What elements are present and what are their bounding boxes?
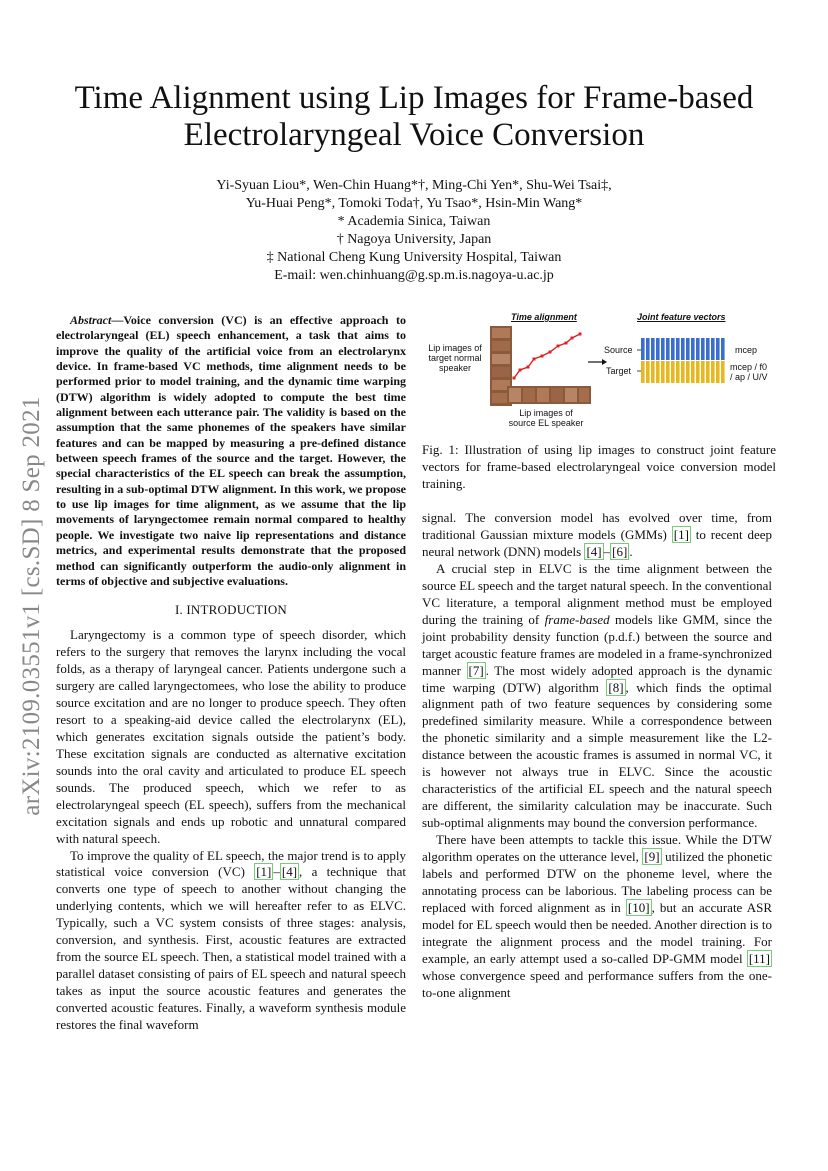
target-lip-label [422, 343, 488, 373]
source-feature-bar [661, 338, 665, 360]
en-dash: – [603, 543, 611, 559]
text-run: utilized the phonetic labels and performed DTW on the phoneme level, where the annotating process can be laborious. The labeling process can be replaced with forced alignment as in [422, 849, 772, 915]
label-line: speaker [438, 363, 472, 373]
target-feature-bar [671, 361, 675, 383]
author-line-1: Yi-Syuan Liou*, Wen-Chin Huang*†, Ming-Chi Yen*, Shu-Wei Tsai‡, [216, 178, 612, 193]
right-paragraph-1 [422, 510, 772, 561]
target-feature-bar [701, 361, 705, 383]
citation-link[interactable]: [4] [281, 864, 298, 880]
affiliation-1: * Academia Sinica, Taiwan [337, 214, 491, 229]
title-line-1: Time Alignment using Lip Images for Frame-based [74, 80, 754, 116]
citation-link[interactable]: [7] [468, 662, 484, 678]
label-line: Lip images of [428, 343, 482, 353]
citation-link[interactable]: [4] [586, 543, 602, 559]
target-feature-bar [666, 361, 670, 383]
text-run: to recent deep neural network (DNN) models [422, 526, 772, 559]
figure-heading-joint-features: Joint feature vectors [637, 312, 726, 322]
target-label: Target [606, 366, 632, 376]
dtw-alignment-path [514, 334, 580, 378]
source-feature-bar [641, 338, 645, 360]
target-feature-bar [651, 361, 655, 383]
label-line: / ap / U/V [730, 372, 768, 382]
source-label: Source [604, 345, 633, 355]
abstract [56, 313, 406, 589]
source-feature-bar [691, 338, 695, 360]
right-column [422, 510, 772, 1002]
source-feature-bar [706, 338, 710, 360]
right-paragraph-3 [422, 832, 772, 1002]
target-feature-bar [716, 361, 720, 383]
right-paragraph-2 [422, 561, 772, 832]
text-run: , but an accurate ASR model for EL speech would then be needed. Another direction is to integrate the alignment process and the model training. For example, an early attempt used a so-called DP-GMM model [422, 899, 772, 966]
text-run: . [629, 543, 633, 559]
author-line-2: Yu-Huai Peng*, Tomoki Toda†, Yu Tsao*, Hsin-Min Wang* [245, 196, 583, 211]
target-feature-bar [646, 361, 650, 383]
emphasis: frame-based [544, 611, 610, 627]
text-run: . The most widely adopted approach is the dynamic time warping (DTW) algorithm [422, 662, 773, 695]
figure-1 [422, 312, 776, 432]
source-feature-bar [716, 338, 720, 360]
en-dash: – [273, 864, 280, 880]
source-feature-bar [686, 338, 690, 360]
intro-paragraph-2 [56, 848, 406, 1034]
citation-link[interactable]: [1] [256, 864, 272, 880]
title-line-2: Electrolaryngeal Voice Conversion [183, 117, 645, 153]
source-feature-bar [721, 338, 725, 360]
intro-paragraph-1: Laryngectomy is a common type of speech disorder, which refers to the surgery that removes the larynx including the vocal folds, as a therapy of laryngeal cancer. Patients undergone such a surgery are called laryngectomees, who lose the ability to produce source excitation and are no longer to produce speech. They often resort to a speaking-aid device called the electrolarynx (EL), which generates excitation signals outside the patient’s body. These excitation signals are conducted as alternative excitation sounds into the oral cavity and articulated to produce EL speech sounds. The produced speech, which we refer to as electrolaryngeal speech (EL speech), suffers from the mechanical excitation signals and ends up robotic and unnatural compared with natural speech. [56, 627, 406, 846]
target-feature-bar [676, 361, 680, 383]
source-feature-bar [711, 338, 715, 360]
source-feature-bar [676, 338, 680, 360]
arrow-right-icon [588, 359, 607, 365]
target-feature-bar [696, 361, 700, 383]
text-run: There have been attempts to tackle this issue. While the DTW algorithm operates on the utterance level, [422, 832, 772, 865]
citation-link[interactable]: [9] [644, 849, 660, 865]
target-feature-bar [686, 361, 690, 383]
source-feature-bar [671, 338, 675, 360]
target-feature-bar [661, 361, 665, 383]
text-run: models like GMM, since the joint probability density function (p.d.f.) between the source and target acoustic feature frames are modeled in a frame-synchronized manner [422, 611, 772, 678]
citation-link[interactable]: [6] [612, 543, 628, 559]
source-feature-bar [701, 338, 705, 360]
figure-caption: Fig. 1: Illustration of using lip images to construct joint feature vectors for frame-based electrolaryngeal voice conversion model training. [422, 442, 776, 491]
abstract-text: —Voice conversion (VC) is an effective approach to electrolaryngeal (EL) speech enhancement, a task that aims to improve the quality of the artificial voice from an electrolarynx device. In frame-based VC methods, time alignment needs to be performed prior to model training, and the dynamic time warping (DTW) algorithm is widely adopted to compute the best time alignment between each utterance pair. The validity is based on the assumption that the same phonemes of the speakers have similar features and can be mapped by measuring a pre-defined distance between speech frames of the source and the target. However, the special characteristics of the EL speech can break the assumption, resulting in a sub-optimal DTW alignment. In this work, we propose to use lip images for time alignment, as we assume that the lip movements of laryngectomee remain normal compared to healthy people. We investigate two naive lip representations and distance metrics, and experimental results demonstrate that the proposed method can significantly outperform the audio-only alignment in terms of objective and subjective evaluations. [56, 313, 406, 588]
source-feature-bar [646, 338, 650, 360]
author-block [120, 177, 708, 285]
text-run: A crucial step in ELVC is the time alignment between the source EL speech and the target natural speech. In the conventional VC literature, a temporal alignment method must be employed during the training of [422, 560, 772, 627]
target-feature-bar [706, 361, 710, 383]
label-line: Lip images of [519, 408, 573, 418]
joint-feature-vectors [641, 338, 725, 383]
affiliation-2: † Nagoya University, Japan [336, 232, 492, 247]
target-feature-bar [711, 361, 715, 383]
contact-email: E-mail: wen.chinhuang@g.sp.m.is.nagoya-u.ac.jp [274, 268, 554, 283]
citation-link[interactable]: [8] [608, 679, 624, 695]
label-line: mcep / f0 [730, 362, 768, 372]
label-line: target normal [428, 353, 482, 363]
mcep-label: mcep [735, 345, 758, 355]
source-feature-bar [696, 338, 700, 360]
text-run: whose convergence speed and performance suffers from the one-to-one alignment [422, 967, 772, 1000]
label-line: source EL speaker [508, 418, 584, 428]
source-feature-bar [656, 338, 660, 360]
left-column [56, 313, 406, 1034]
source-feature-bar [651, 338, 655, 360]
source-lip-label [504, 408, 588, 428]
source-feature-bar [666, 338, 670, 360]
arxiv-identifier: arXiv:2109.03551v1 [cs.SD] 8 Sep 2021 [18, 396, 45, 816]
citation-link[interactable]: [10] [627, 899, 650, 915]
citation-link[interactable]: [11] [748, 950, 770, 966]
target-feature-bar [691, 361, 695, 383]
section-heading-introduction: I. INTRODUCTION [174, 602, 288, 618]
abstract-label: Abstract [70, 313, 112, 327]
target-feature-bar [656, 361, 660, 383]
affiliation-3: ‡ National Cheng Kung University Hospital, Taiwan [266, 250, 562, 265]
source-feature-bar [681, 338, 685, 360]
figure-heading-time-alignment: Time alignment [511, 312, 577, 322]
text-run: To improve the quality of EL speech, the major trend is to apply statistical voice conversion (VC) [56, 847, 406, 880]
text-run: signal. The conversion model has evolved over time, from traditional Gaussian mixture models (GMMs) [422, 510, 772, 542]
paper-title [40, 80, 788, 154]
target-feature-bar [641, 361, 645, 383]
text-run: , which finds the optimal alignment path of two feature sequences by considering some predefined similarity measure. While a correspondence between the phonetic similarity and a simple measurement like the L2-distance between the acoustic frames is assumed in normal VC, it is however not always true in ELVC. Since the acoustic characteristics of the artificial EL speech and the natural speech are different, the similarity calculation may be inaccurate. Such sub-optimal alignments may bound the conversion performance. [422, 679, 772, 831]
citation-link[interactable]: [1] [673, 526, 689, 542]
target-feature-bar [681, 361, 685, 383]
target-feature-label [730, 362, 768, 382]
text-run: , a technique that converts one type of speech to another without changing the underlying contents, which we will hereafter refer to as ELVC. Typically, such a VC system consists of three stages: analysis, conversion, and synthesis. First, acoustic features are extracted from the source EL speech. Then, a statistical model trained with a parallel dataset consisting of pairs of EL speech and natural speech takes as input the source acoustic features and generates the converted acoustic features. Finally, a waveform synthesis module restores the final waveform [56, 864, 406, 1033]
source-lip-images [507, 386, 591, 404]
target-feature-bar [721, 361, 725, 383]
